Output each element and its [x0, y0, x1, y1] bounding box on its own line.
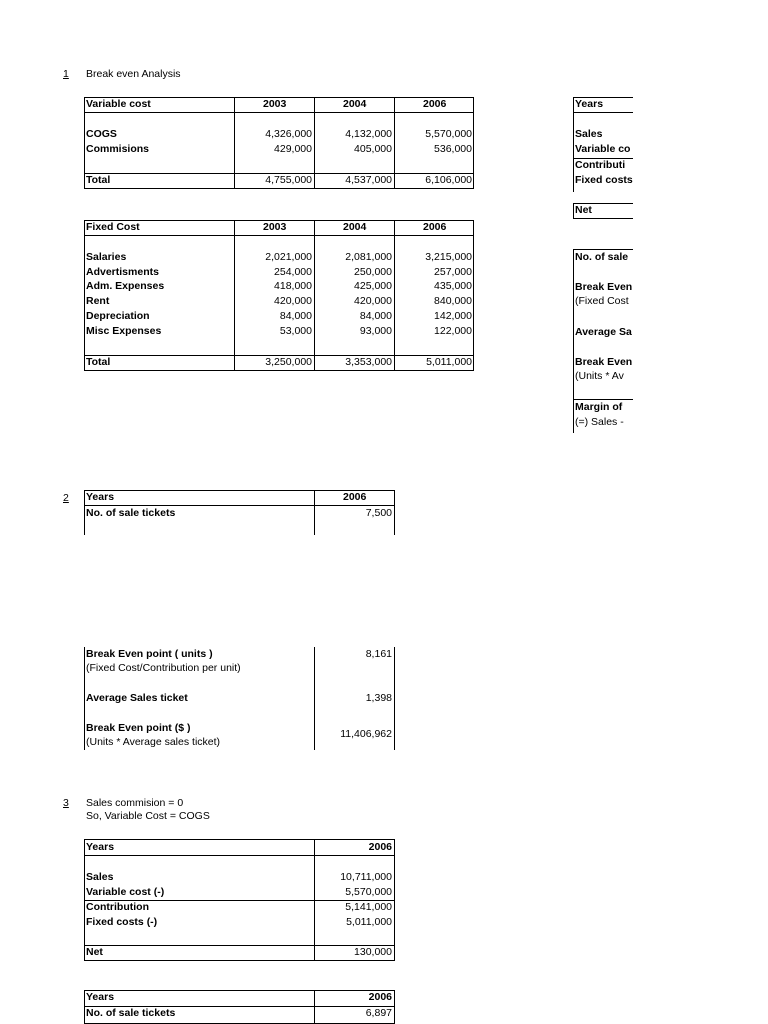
right-fixed-label: Fixed costs — [575, 174, 633, 186]
right-bep-sub-label: (Fixed Cost — [575, 295, 629, 307]
cell-value: 420,000 — [354, 295, 392, 307]
right-avg-label: Average Sa — [575, 326, 632, 338]
cell-value: 418,000 — [274, 280, 312, 292]
row-value: 5,570,000 — [345, 886, 392, 898]
row-label: Rent — [86, 295, 110, 307]
col-2004-header: 2004 — [343, 221, 367, 233]
total-value: 4,537,000 — [345, 174, 392, 186]
row-value: 5,011,000 — [346, 916, 392, 928]
bep-dollar-sub: (Units * Average sales ticket) — [86, 736, 221, 748]
section-1-title: Break even Analysis — [86, 68, 181, 80]
right-net-label: Net — [575, 204, 592, 216]
right-bep-label: Break Even — [575, 281, 633, 293]
row-label: Variable cost (-) — [86, 886, 165, 898]
note-commision: Sales commision = 0 — [86, 797, 184, 809]
row-value: 10,711,000 — [340, 871, 392, 883]
right-contribution-label: Contributi — [575, 159, 626, 171]
col-2004-header: 2004 — [343, 98, 367, 110]
years-label: Years — [86, 991, 115, 1003]
net-label: Net — [86, 946, 103, 958]
col-2003-header: 2003 — [263, 221, 287, 233]
net-value: 130,000 — [354, 946, 392, 958]
row-value: 5,141,000 — [345, 901, 392, 913]
right-margin-label: Margin of — [575, 401, 623, 413]
right-no-sale-label: No. of sale — [575, 251, 629, 263]
bep-dollar-value: 11,406,962 — [340, 728, 392, 740]
variable-cost-header: Variable cost — [86, 98, 151, 110]
row-label: Salaries — [86, 251, 127, 263]
year-header: 2006 — [368, 841, 392, 853]
row-label: Commisions — [86, 143, 150, 155]
total-label: Total — [86, 356, 111, 368]
cell-value: 3,215,000 — [425, 251, 472, 263]
cell-value: 429,000 — [274, 143, 312, 155]
cell-value: 122,000 — [434, 325, 472, 337]
row-label: Misc Expenses — [86, 325, 162, 337]
tickets-label: No. of sale tickets — [86, 507, 176, 519]
cell-value: 84,000 — [279, 310, 312, 322]
cell-value: 53,000 — [279, 325, 312, 337]
cell-value: 2,021,000 — [265, 251, 312, 263]
right-sales-label: Sales — [575, 128, 603, 140]
row-label: Fixed costs (-) — [86, 916, 158, 928]
cell-value: 425,000 — [354, 280, 392, 292]
avg-ticket-label: Average Sales ticket — [86, 692, 188, 704]
col-2003-header: 2003 — [263, 98, 287, 110]
cell-value: 4,132,000 — [345, 128, 392, 140]
total-value: 5,011,000 — [426, 356, 472, 368]
total-label: Total — [86, 174, 111, 186]
bep-units-sub: (Fixed Cost/Contribution per unit) — [86, 662, 241, 674]
row-label: Adm. Expenses — [86, 280, 165, 292]
cell-value: 250,000 — [354, 266, 392, 278]
cell-value: 142,000 — [434, 310, 472, 322]
cell-value: 536,000 — [434, 143, 472, 155]
section-2-number: 2 — [63, 492, 69, 504]
tickets-label: No. of sale tickets — [86, 1007, 176, 1019]
tickets-value: 6,897 — [365, 1007, 392, 1019]
cell-value: 5,570,000 — [425, 128, 472, 140]
row-label: Depreciation — [86, 310, 150, 322]
total-value: 6,106,000 — [425, 174, 472, 186]
row-label: Contribution — [86, 901, 149, 913]
right-years-label: Years — [575, 98, 604, 110]
year-header: 2006 — [343, 491, 367, 503]
right-variable-label: Variable co — [575, 143, 631, 155]
total-value: 3,353,000 — [345, 356, 392, 368]
bep-units-label: Break Even point ( units ) — [86, 648, 213, 660]
right-bep2-sub-label: (Units * Av — [575, 370, 624, 382]
cell-value: 257,000 — [434, 266, 472, 278]
bep-dollar-label: Break Even point ($ ) — [86, 722, 191, 734]
bep-units-value: 8,161 — [365, 648, 392, 660]
note-variable-cost: So, Variable Cost = COGS — [86, 810, 210, 822]
row-label: COGS — [86, 128, 117, 140]
cell-value: 2,081,000 — [345, 251, 392, 263]
row-label: Advertisments — [86, 266, 159, 278]
section-1-number: 1 — [63, 68, 69, 80]
section-3-number: 3 — [63, 797, 69, 809]
cell-value: 93,000 — [359, 325, 392, 337]
col-2006-header: 2006 — [423, 98, 447, 110]
right-margin-sub-label: (=) Sales - — [575, 416, 624, 428]
cell-value: 405,000 — [354, 143, 392, 155]
cell-value: 435,000 — [434, 280, 472, 292]
row-label: Sales — [86, 871, 114, 883]
cell-value: 420,000 — [274, 295, 312, 307]
avg-ticket-value: 1,398 — [365, 692, 392, 704]
cell-value: 840,000 — [434, 295, 472, 307]
cell-value: 254,000 — [274, 266, 312, 278]
tickets-value: 7,500 — [365, 507, 392, 519]
right-bep2-label: Break Even — [575, 356, 633, 368]
cell-value: 84,000 — [359, 310, 392, 322]
total-value: 4,755,000 — [265, 174, 312, 186]
year-header: 2006 — [368, 991, 392, 1003]
years-label: Years — [86, 491, 115, 503]
years-label: Years — [86, 841, 115, 853]
fixed-cost-header: Fixed Cost — [86, 221, 140, 233]
col-2006-header: 2006 — [423, 221, 447, 233]
cell-value: 4,326,000 — [265, 128, 312, 140]
total-value: 3,250,000 — [265, 356, 312, 368]
